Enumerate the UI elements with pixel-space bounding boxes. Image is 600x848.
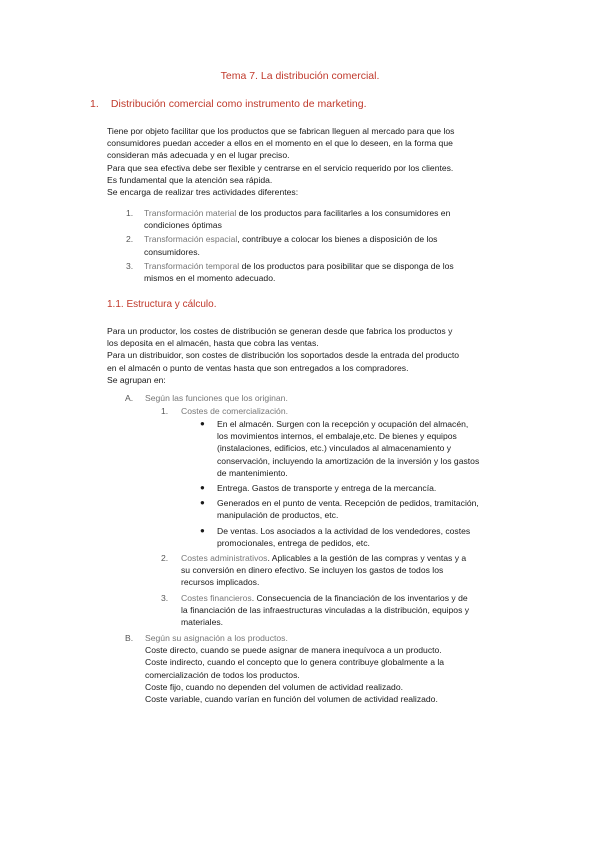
list-item: 2. Transformación espacial, contribuye a colocar los bienes a disposición de los consumidores. <box>126 234 438 257</box>
section-1-intro <box>107 125 527 198</box>
document-title: Tema 7. La distribución comercial. <box>220 70 380 82</box>
paragraph-line: los deposita en el almacén, hasta que cobra las ventas. <box>107 338 319 349</box>
paragraph-line: Se agrupan en: <box>107 374 166 385</box>
section-1-heading <box>90 98 367 110</box>
bullet-icon: ● <box>200 483 205 493</box>
paragraph-line: consumidores puedan acceder a ellos en el momento en el que lo deseen, en la forma que <box>107 138 453 149</box>
group-a-item-3: 3. Costes financieros. Consecuencia de la financiación de los inventarios y de la financiación de las infraestructuras vinculadas a la distribución, equipos y materiales. <box>161 593 470 628</box>
section-1-1-intro <box>107 325 527 386</box>
activity-term: Transformación material <box>144 208 237 218</box>
paragraph-line: consideran más adecuada y en el lugar preciso. <box>107 150 290 161</box>
paragraph-line: en el almacén o punto de ventas hasta que son entregados a los compradores. <box>107 362 409 373</box>
group-a-item-1-heading: 1. Costes de comercialización. <box>161 406 288 416</box>
paragraph-line: Para un productor, los costes de distribución se generan desde que fabrica los productos y <box>107 326 453 336</box>
list-item: ● Entrega. Gastos de transporte y entrega de la mercancía. <box>200 483 437 494</box>
group-b: B. Según su asignación a los productos. Coste directo, cuando se puede asignar de manera inequívoca a un producto. Coste indirecto, cuando el concepto que lo genera contribuye globalmente a la comercialización de todos los productos. Coste fijo, cuando no dependen del volumen de actividad realizado. Coste variable, cuando varían en función del volumen de actividad realizado. <box>125 633 445 705</box>
paragraph-line: Para que sea efectiva debe ser flexible y centrarse en el servicio requerido por los clientes. <box>107 162 454 173</box>
list-item: 1. Transformación material de los productos para facilitarles a los consumidores en condiciones óptimas <box>126 208 451 231</box>
list-item: 3. Transformación temporal de los productos para posibilitar que se disponga de los mismos en el momento adecuado. <box>126 260 454 284</box>
bullet-icon: ● <box>200 419 205 428</box>
section-1-title: Distribución comercial como instrumento de marketing. <box>110 98 367 110</box>
bullet-icon: ● <box>200 525 205 535</box>
list-item: ● Generados en el punto de venta. Recepción de pedidos, tramitación, manipulación de productos, etc. <box>200 498 479 521</box>
activity-term: Transformación espacial <box>144 234 238 245</box>
group-a-heading: A. Según las funciones que los originan. <box>125 393 288 403</box>
list-item: ● En el almacén. Surgen con la recepción y ocupación del almacén, los movimientos internos, el embalaje,etc. De bienes y equipos (instalaciones, edificios, etc.) vinculados al almacenamiento y conservación, incluyendo la amortización de la inversión y los gastos de mantenimiento. <box>200 419 480 478</box>
costs-bullet-list <box>200 418 527 549</box>
activity-term: Transformación temporal <box>144 260 240 271</box>
group-a-item-2: 2. Costes administrativos. Aplicables a la gestión de las compras y ventas y a su conversión en dinero efectivo. Se incluyen los gastos de todos los recursos implicados. <box>161 553 467 588</box>
paragraph-line: Para un distribuidor, son costes de distribución los soportados desde la entrada del producto <box>107 350 460 361</box>
bullet-icon: ● <box>200 498 205 508</box>
section-1-1-heading: 1.1. Estructura y cálculo. <box>107 299 217 310</box>
activities-list <box>126 207 529 284</box>
paragraph-line: Es fundamental que la atención sea rápida. <box>107 174 273 185</box>
list-item: ● De ventas. Los asociados a la actividad de los vendedores, costes promocionales, entrega de pedidos, etc. <box>200 525 471 548</box>
paragraph-line: Tiene por objeto facilitar que los productos que se fabrican lleguen al mercado para que los <box>107 126 455 136</box>
paragraph-line: Se encarga de realizar tres actividades diferentes: <box>107 187 299 198</box>
section-1-number: 1. <box>90 98 99 110</box>
